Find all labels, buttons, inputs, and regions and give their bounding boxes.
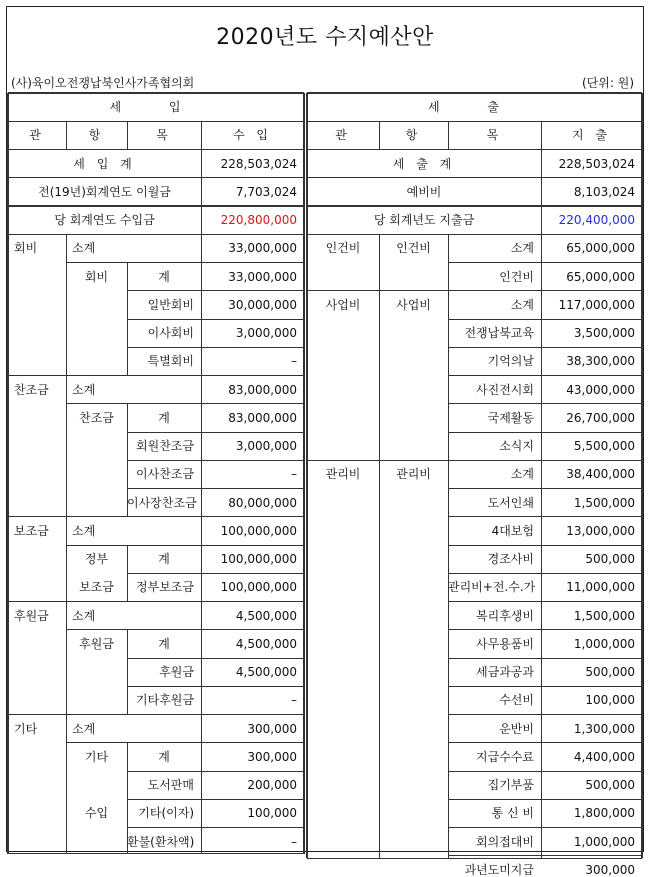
income-mok-cell: 후원금: [159, 665, 194, 680]
table-rule: [8, 149, 304, 150]
expense-amount-cell: 43,000,000: [566, 382, 635, 397]
table-rule: [127, 799, 304, 800]
income-mok-cell: 도서판매: [147, 778, 194, 793]
organization-name: (사)육이오전쟁납북인사가족협의회: [11, 76, 195, 90]
table-rule: [307, 149, 642, 150]
table-rule: [127, 573, 304, 574]
expense-column-header: 항: [405, 128, 422, 143]
income-amount-cell: –: [291, 467, 297, 482]
expense-amount-cell: 1,800,000: [573, 806, 635, 821]
table-rule: [8, 234, 304, 236]
table-rule: [307, 234, 642, 236]
expense-total-label: 세 출 계: [392, 156, 456, 171]
expense-mok-cell: 도서인쇄: [487, 495, 534, 510]
table-rule: [448, 629, 642, 630]
expense-mok-cell: 사진전시회: [476, 382, 534, 397]
expense-gwan-cell: 사업비: [325, 297, 361, 312]
table-rule: [448, 545, 642, 546]
table-rule: [127, 319, 304, 320]
expense-mok-cell: 운반비: [499, 721, 534, 736]
income-mok-cell: 계: [158, 749, 170, 764]
expense-amount-cell: 1,300,000: [573, 721, 635, 736]
income-amount-cell: 300,000: [247, 749, 297, 764]
expense-hang-cell: 사업비: [396, 297, 431, 312]
income-total-label: 세 입 계: [73, 156, 136, 171]
expense-amount-cell: 100,000: [585, 693, 635, 708]
income-gwan-cell: 보조금: [14, 523, 49, 538]
table-rule: [127, 686, 304, 687]
income-hang-cell: 보조금: [79, 580, 114, 595]
income-amount-cell: 83,000,000: [228, 410, 297, 425]
table-rule: [448, 799, 642, 800]
income-mok-cell: 환불(환차액): [127, 834, 195, 849]
expense-total-value: 228,503,024: [558, 156, 635, 171]
table-rule: [8, 92, 304, 94]
table-rule: [448, 601, 642, 602]
expense-amount-cell: 117,000,000: [558, 297, 635, 312]
expense-column-header: 목: [486, 128, 503, 143]
income-mok-cell: 회원찬조금: [136, 439, 194, 454]
income-mok-cell: 일반회비: [147, 297, 194, 312]
income-amount-cell: –: [291, 834, 297, 849]
table-rule: [8, 121, 304, 122]
income-hang-cell: 소계: [72, 721, 96, 736]
income-hang-cell: 기타: [84, 749, 109, 764]
income-amount-cell: 100,000,000: [220, 523, 297, 538]
table-rule: [379, 234, 380, 858]
table-rule: [448, 658, 642, 659]
income-column-header: 관: [29, 128, 45, 143]
table-rule: [127, 460, 304, 461]
income-mok-cell: 이사회비: [147, 326, 194, 341]
income-hang-cell: 찬조금: [79, 410, 114, 425]
table-rule: [8, 853, 304, 854]
expense-amount-cell: 1,000,000: [573, 636, 635, 651]
expense-amount-cell: 5,500,000: [573, 439, 635, 454]
income-hang-cell: 회비: [84, 269, 109, 284]
table-rule: [448, 375, 642, 376]
expense-mok-cell: 과년도미지급: [464, 862, 534, 877]
expense-section-header: 세 출: [428, 100, 521, 115]
table-rule: [448, 488, 642, 489]
income-carryover-label: 전(19년)회계연도 이월금: [38, 184, 171, 199]
table-rule: [448, 742, 642, 743]
table-rule: [448, 516, 642, 517]
expense-amount-cell: 38,400,000: [566, 467, 635, 482]
income-amount-cell: 83,000,000: [228, 382, 297, 397]
expense-mok-cell: 소식지: [499, 439, 534, 454]
table-rule: [127, 432, 304, 433]
table-rule: [8, 177, 304, 178]
income-amount-cell: –: [291, 354, 297, 369]
table-rule: [127, 771, 304, 772]
table-rule: [7, 93, 8, 854]
income-amount-cell: 200,000: [247, 778, 297, 793]
income-amount-cell: 4,500,000: [235, 608, 297, 623]
income-mok-cell: 계: [158, 269, 170, 284]
expense-mok-cell: 회의접대비: [476, 834, 534, 849]
expense-mok-cell: 지급수수료: [476, 749, 534, 764]
table-rule: [307, 290, 642, 291]
income-column-header: 수 입: [233, 128, 272, 143]
table-rule: [127, 290, 304, 291]
expense-mok-cell: 기억의날: [487, 354, 534, 369]
income-gwan-cell: 회비: [14, 241, 38, 256]
income-mok-cell: 계: [158, 410, 170, 425]
expense-mok-cell: 세금과공과: [476, 665, 534, 680]
expense-gwan-cell: 인건비: [325, 241, 361, 256]
expense-amount-cell: 11,000,000: [566, 580, 635, 595]
income-gwan-cell: 후원금: [14, 608, 49, 623]
expense-amount-cell: 1,500,000: [573, 608, 635, 623]
table-rule: [448, 714, 642, 715]
income-amount-cell: 4,500,000: [235, 636, 297, 651]
expense-mok-cell: 인건비: [499, 269, 534, 284]
income-mok-cell: 계: [158, 552, 170, 567]
income-mok-cell: 기타(이자): [138, 806, 194, 821]
income-amount-cell: 3,000,000: [235, 439, 297, 454]
table-rule: [448, 686, 642, 687]
table-rule: [127, 658, 304, 659]
income-hang-cell: 소계: [72, 608, 96, 623]
table-rule: [448, 771, 642, 772]
income-mok-cell: 이사장찬조금: [127, 495, 197, 510]
expense-reserve-label: 예비비: [406, 184, 442, 199]
income-amount-cell: 33,000,000: [228, 241, 297, 256]
expense-hang-cell: 인건비: [396, 241, 431, 256]
table-rule: [127, 347, 304, 348]
expense-column-header: 지 출: [572, 128, 611, 143]
income-column-header: 항: [88, 128, 105, 143]
income-mok-cell: 특별회비: [147, 354, 194, 369]
income-hang-cell: 정부: [84, 552, 109, 567]
income-gwan-cell: 기타: [14, 721, 38, 736]
expense-amount-cell: 38,300,000: [566, 354, 635, 369]
expense-gwan-cell: 관리비: [325, 467, 361, 482]
income-mok-cell: 계: [158, 636, 170, 651]
table-rule: [448, 403, 642, 404]
table-rule: [66, 742, 304, 743]
income-hang-cell: 소계: [72, 382, 96, 397]
table-rule: [66, 629, 304, 630]
unit-label: (단위: 원): [582, 76, 634, 90]
expense-mok-cell: 소계: [510, 297, 534, 312]
income-amount-cell: 4,500,000: [235, 665, 297, 680]
table-rule: [448, 855, 642, 856]
expense-reserve-value: 8,103,024: [573, 184, 635, 199]
table-rule: [448, 573, 642, 574]
income-total-value: 228,503,024: [220, 156, 297, 171]
income-amount-cell: –: [291, 693, 297, 708]
expense-mok-cell: 사무용품비: [476, 636, 534, 651]
income-amount-cell: 30,000,000: [228, 297, 297, 312]
expense-amount-cell: 1,000,000: [573, 834, 635, 849]
table-rule: [307, 121, 642, 122]
expense-hang-cell: 관리비: [396, 467, 431, 482]
table-rule: [8, 205, 304, 207]
expense-amount-cell: 65,000,000: [566, 241, 635, 256]
table-rule: [307, 177, 642, 178]
income-hang-cell: 후원금: [79, 636, 114, 651]
table-rule: [8, 516, 304, 517]
table-rule: [307, 205, 642, 207]
table-rule: [307, 92, 642, 94]
income-column-header: 목: [156, 128, 172, 143]
income-amount-cell: 100,000,000: [220, 580, 297, 595]
table-rule: [307, 460, 642, 461]
expense-amount-cell: 1,500,000: [573, 495, 635, 510]
income-mok-cell: 기타후원금: [136, 693, 194, 708]
income-amount-cell: 300,000: [247, 721, 297, 736]
expense-amount-cell: 26,700,000: [566, 410, 635, 425]
expense-mok-cell: 관리비+전.수.가: [448, 580, 536, 595]
income-hang-cell: 소계: [72, 241, 96, 256]
expense-column-header: 관: [335, 128, 351, 143]
table-rule: [8, 601, 304, 602]
income-hang-cell: 소계: [72, 523, 96, 538]
table-rule: [448, 432, 642, 433]
income-gwan-cell: 찬조금: [14, 382, 49, 397]
expense-amount-cell: 500,000: [585, 665, 635, 680]
table-rule: [66, 262, 304, 263]
income-hang-cell: 수입: [84, 806, 109, 821]
income-carryover-value: 7,703,024: [235, 184, 297, 199]
expense-mok-cell: 수선비: [499, 693, 534, 708]
income-mok-cell: 정부보조금: [136, 580, 194, 595]
table-rule: [66, 403, 304, 404]
expense-amount-cell: 300,000: [585, 862, 635, 877]
expense-amount-cell: 65,000,000: [566, 269, 635, 284]
expense-amount-cell: 4,400,000: [573, 749, 635, 764]
table-rule: [127, 827, 304, 828]
table-rule: [448, 827, 642, 828]
income-amount-cell: 100,000,000: [220, 552, 297, 567]
table-rule: [448, 347, 642, 348]
expense-mok-cell: 집기부품: [487, 778, 534, 793]
income-current-label: 당 회계연도 수입금: [54, 213, 155, 228]
income-current-value: 220,800,000: [220, 213, 297, 228]
table-rule: [448, 319, 642, 320]
expense-current-label: 당 회계년도 지출금: [373, 213, 475, 228]
table-rule: [127, 488, 304, 489]
expense-mok-cell: 국제활동: [487, 410, 534, 425]
table-rule: [8, 714, 304, 715]
income-mok-cell: 이사찬조금: [136, 467, 194, 482]
expense-mok-cell: 4대보험: [491, 523, 534, 538]
income-amount-cell: 33,000,000: [228, 269, 297, 284]
income-amount-cell: 100,000: [247, 806, 297, 821]
page-title: 2020년도 수지예산안: [216, 25, 434, 50]
expense-amount-cell: 13,000,000: [566, 523, 635, 538]
income-amount-cell: 80,000,000: [228, 495, 297, 510]
table-rule: [66, 545, 304, 546]
expense-mok-cell: 소계: [510, 241, 534, 256]
expense-mok-cell: 경조사비: [487, 552, 534, 567]
expense-amount-cell: 500,000: [585, 778, 635, 793]
expense-amount-cell: 3,500,000: [573, 326, 635, 341]
expense-mok-cell: 소계: [510, 467, 534, 482]
expense-current-value: 220,400,000: [558, 213, 635, 228]
expense-mok-cell: 전쟁납북교육: [464, 326, 534, 341]
table-rule: [448, 262, 642, 263]
income-section-header: 세 입: [109, 100, 203, 115]
expense-amount-cell: 500,000: [585, 552, 635, 567]
expense-mok-cell: 복리후생비: [476, 608, 534, 623]
income-amount-cell: 3,000,000: [235, 326, 297, 341]
table-rule: [8, 375, 304, 376]
expense-mok-cell: 통 신 비: [491, 806, 534, 821]
